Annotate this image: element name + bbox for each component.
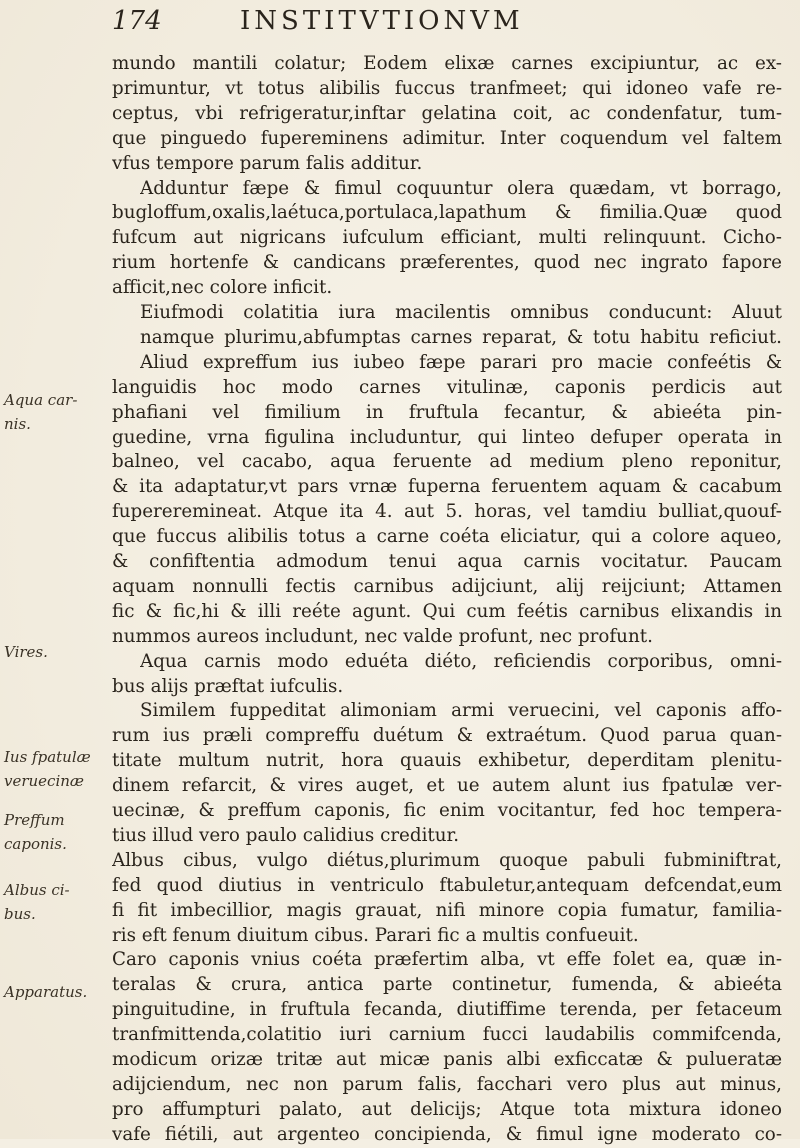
text-line: Caro caponis vnius coéta præfertim alba, vt effe folet ea, quæ in- <box>112 949 782 970</box>
text-line: afficit,nec colore inficit. <box>112 277 333 298</box>
text-line: fi fit imbecillior, magis grauat, nifi minore copia fumatur, familia- <box>112 900 782 921</box>
text-line: Aqua carnis modo eduéta diéto, reficiendis corporibus, omni- <box>140 651 782 672</box>
marginal-line: Apparatus. <box>4 983 88 1001</box>
text-line: balneo, vel cacabo, aqua feruente ad medium pleno reponitur, <box>112 451 782 472</box>
marginal-note <box>4 640 108 664</box>
text-line: languidis hoc modo carnes vitulinæ, caponis perdicis aut <box>112 377 782 398</box>
text-line: titate multum nutrit, hora quauis exhibetur, deperditam plenitu- <box>112 750 782 771</box>
text-line: Albus cibus, vulgo diétus,plurimum quoque pabuli fubminiftrat, <box>112 850 782 871</box>
text-line: fic & fic,hi & illi reéte agunt. Qui cum feétis carnibus elixandis in <box>112 601 782 622</box>
text-line: teralas & crura, antica parte continetur, fumenda, & abieéta <box>112 974 782 995</box>
text-line: modicum orizæ tritæ aut micæ panis albi exficcatæ & pulueratæ <box>112 1049 782 1070</box>
text-line: Adduntur fæpe & fimul coquuntur olera quædam, vt borrago, <box>140 178 782 199</box>
text-line: fed quod diutius in ventriculo ftabuletur,antequam defcendat,eum <box>112 875 782 896</box>
page-number: 174 <box>112 6 162 36</box>
text-line: fufcum aut nigricans iufculum efficiant, multi relinquunt. Cicho- <box>112 227 782 248</box>
text-line: & confiftentia admodum tenui aqua carnis vocitatur. Paucam <box>112 551 782 572</box>
text-line: Eiufmodi colatitia iura macilentis omnibus conducunt: Aluut <box>140 302 782 323</box>
marginal-line: caponis. <box>4 835 67 853</box>
text-line: phafiani vel fimilium in fruftula fecantur, & abieéta pin- <box>112 402 782 423</box>
marginal-note <box>4 980 108 1004</box>
marginal-line: Albus ci- <box>4 881 70 899</box>
running-title: INSTITVTIONVM <box>240 6 524 36</box>
marginal-line: bus. <box>4 905 36 923</box>
text-line: vafe fiétili, aut argenteo concipienda, & fimul igne moderato co- <box>112 1124 782 1145</box>
marginal-note <box>4 388 108 436</box>
text-line: adijciendum, nec non parum falis, facchari vero plus aut minus, <box>112 1074 782 1095</box>
text-line: dinem refarcit, & vires auget, et ue autem alunt ius fpatulæ ver- <box>112 775 782 796</box>
text-line: guedine, vrna figulina includuntur, qui linteo defuper operata in <box>112 427 782 448</box>
text-line: nummos aureos includunt, nec valde profunt, nec profunt. <box>112 626 653 647</box>
text-line: que pinguedo fupereminens adimitur. Inter coquendum vel faltem <box>112 128 782 149</box>
text-line: fupereremineat. Atque ita 4. aut 5. horas, vel tamdiu bulliat,quouf- <box>112 501 782 522</box>
text-line: primuntur, vt totus alibilis fuccus tranfmeet; qui idoneo vafe re- <box>112 78 782 99</box>
text-line: & ita adaptatur,vt pars vrnæ fuperna feruentem aquam & cacabum <box>112 476 782 497</box>
text-line: Similem fuppeditat alimoniam armi veruecini, vel caponis affo- <box>140 700 782 721</box>
text-line: pro affumpturi palato, aut delicijs; Atque tota mixtura idoneo <box>112 1099 782 1120</box>
text-line: bugloffum,oxalis,laétuca,portulaca,lapathum & fimilia.Quæ quod <box>112 202 782 223</box>
marginal-line: Ius fpatulæ <box>4 748 91 766</box>
marginal-note <box>4 878 108 926</box>
text-line: tius illud vero paulo calidius creditur. <box>112 825 460 846</box>
text-line: rum ius præli compreffu duétum & extraétum. Quod parua quan- <box>112 725 782 746</box>
text-line: tranfmittenda,colatitio iuri carnium fucci laudabilis commifcenda, <box>112 1024 782 1045</box>
marginal-note <box>4 745 108 793</box>
text-line: bus alijs præftat iufculis. <box>112 676 344 697</box>
text-line: mundo mantili colatur; Eodem elixæ carnes excipiuntur, ac ex- <box>112 53 782 74</box>
text-line: aquam nonnulli fectis carnibus adijciunt, alij reijciunt; Attamen <box>112 576 782 597</box>
marginal-line: Preffum <box>4 811 65 829</box>
marginal-line: nis. <box>4 415 31 433</box>
text-line: Aliud expreffum ius iubeo fæpe parari pro macie confeétis & <box>140 352 782 373</box>
text-line: rium hortenfe & candicans præferentes, quod nec ingrato fapore <box>112 252 782 273</box>
text-line: pinguitudine, in fruftula fecanda, diutiffime terenda, per fetaceum <box>112 999 782 1020</box>
text-line: namque plurimu,abfumptas carnes reparat, & totu habitu reficiut. <box>140 327 782 348</box>
marginal-line: veruecinæ <box>4 772 85 790</box>
marginal-line: Vires. <box>4 643 48 661</box>
text-line: ris eft fenum diuitum cibus. Parari fic a multis confueuit. <box>112 925 639 946</box>
text-line: que fuccus alibilis totus a carne coéta eliciatur, qui a colore aqueo, <box>112 526 782 547</box>
text-line: ceptus, vbi refrigeratur,inftar gelatina coit, ac condenfatur, tum- <box>112 103 782 124</box>
marginal-line: Aqua car- <box>4 391 78 409</box>
text-line: vfus tempore parum falis additur. <box>112 153 423 174</box>
text-line: uecinæ, & preffum caponis, fic enim vocitantur, fed hoc tempera- <box>112 800 782 821</box>
marginal-note <box>4 808 108 856</box>
